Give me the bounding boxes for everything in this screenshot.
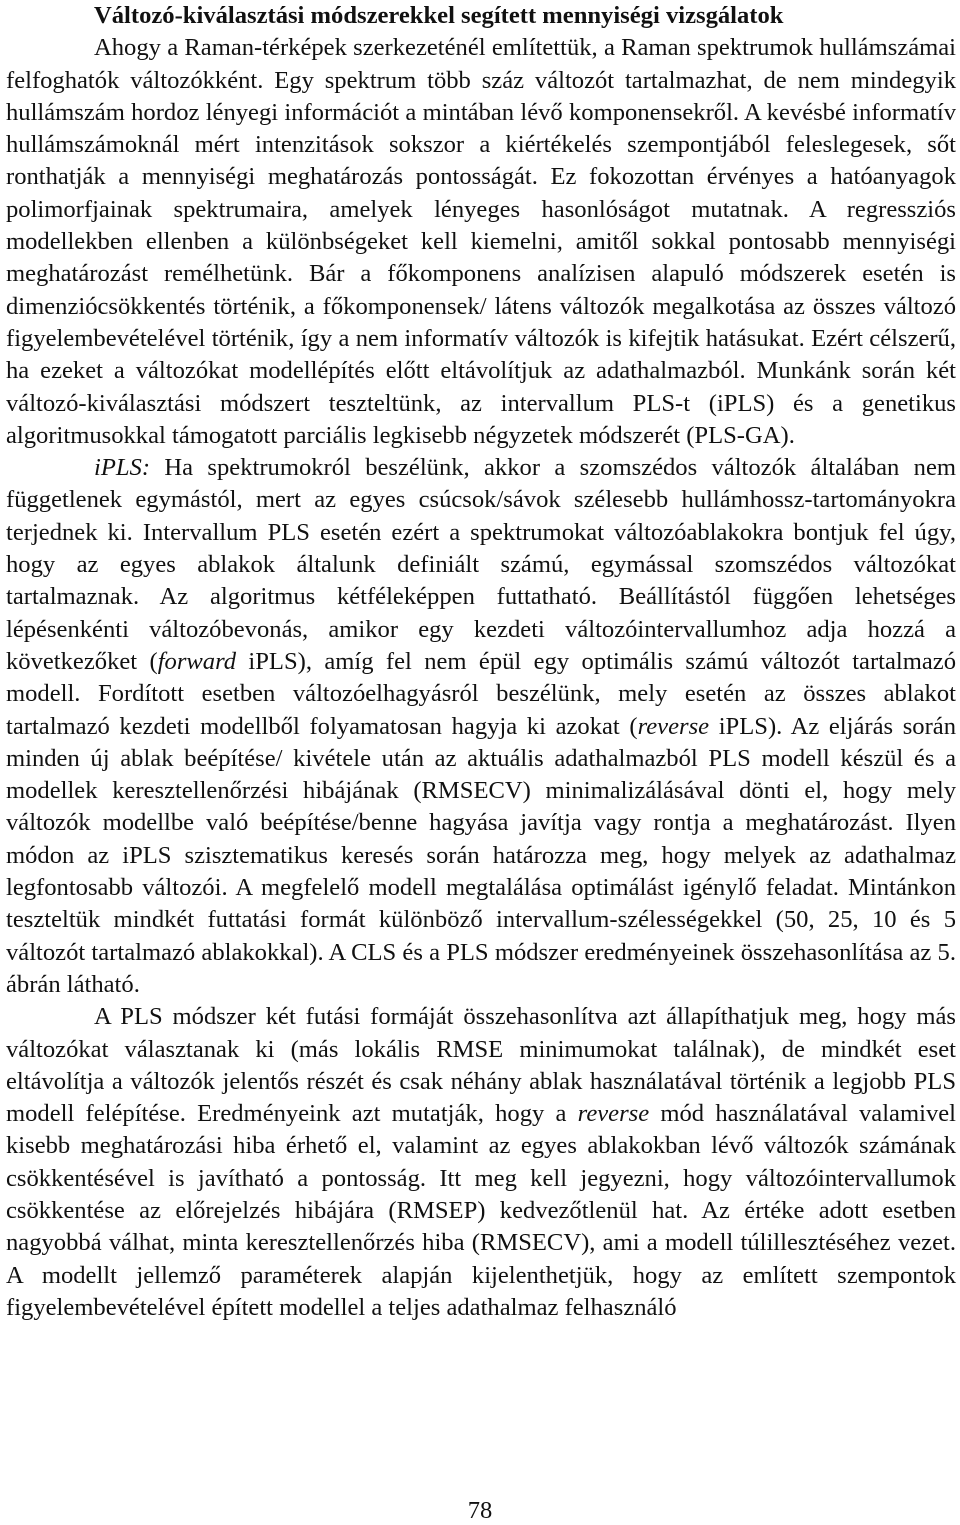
- italic-text-run: reverse: [577, 1100, 650, 1128]
- paragraph: [6, 32, 956, 452]
- paragraph: [6, 452, 956, 1001]
- italic-text-run: iPLS:: [94, 454, 151, 482]
- text-run: iPLS). Az eljárás során minden új ablak beépítése/ kivétele után az aktuális adathalmazból PLS modell készül és a modellek keresztellenőrzési hibájának (RMSECV) minimalizálásával dönti el, hogy mely változók modellbe való beépítése/benne hagyása javítja vagy rontja a meghatározást. Ilyen módon az iPLS szisztematikus keresés során határozza meg, hogy melyek az adathalmaz legfontosabb változói. A megfelelő modell megtalálása optimálást igénylő feladat. Mintánkon teszteltük mindkét futtatási formát különböző intervallum-szélességekkel (50, 25, 10 és 5 változót tartalmazó ablakokkal). A CLS és a PLS módszer eredményeinek összehasonlítása az 5. ábrán látható.: [6, 712, 956, 998]
- text-run: iPLS), amíg fel nem épül egy optimális számú változót tartalmazó modell. Fordított esetben változóelhagyásról beszélünk, mely esetén az összes ablakot tartalmazó kezdeti modellből folyamatosan hagyja ki azokat (: [6, 647, 957, 740]
- section-title: Változó-kiválasztási módszerekkel segített mennyiségi vizsgálatok: [94, 2, 784, 29]
- text-run: Ahogy a Raman-térképek szerkezeténél említettük, a Raman spektrumok hullámszámai felfoghatók változókként. Egy spektrum több száz változót tartalmazhat, de nem mindegyik hullámszám hordoz lényegi információt a mintában lévő komponensekről. A kevésbé informatív hullámszámoknál mért intenzitások sokszor a kiértékelés szempontjából feleslegesek, sőt ronthatják a mennyiségi meghatározás pontosságát. Ez fokozottan érvényes a hatóanyagok polimorfjainak spektrumaira, amelyek lényeges hasonlóságot mutatnak. A regressziós modellekben ellenben a különbségeket kell kiemelni, amitől sokkal pontosabb mennyiségi meghatározást remélhetünk. Bár a főkomponens analízisen alapuló módszerek esetén is dimenziócsökkentés történik, a főkomponensek/ látens változók megalkotása az összes változó figyelembevételével történik, így a nem informatív változók is kifejtik hatásukat. Ezért célszerű, ha ezeket a változókat modellépítés előtt eltávolítjuk az adathalmazból. Munkánk során két változó-kiválasztási módszert teszteltünk, az intervallum PLS-t (iPLS) és a genetikus algoritmusokkal támogatott parciális legkisebb négyzetek módszerét (PLS-GA).: [6, 34, 956, 449]
- body-text: [6, 32, 956, 1324]
- page-number: 78: [467, 1497, 493, 1524]
- italic-text-run: reverse: [637, 712, 710, 740]
- document-page: [6, 0, 956, 1324]
- italic-text-run: forward: [157, 647, 237, 675]
- text-run: A PLS módszer két futási formáját összehasonlítva azt állapíthatjuk meg, hogy más változókat választanak ki (más lokális RMSE minimumokat találnak), de mindkét eset eltávolítja a változók jelentős részét és csak néhány ablak használatával történik a legjobb PLS modell felépítése. Eredményeink azt mutatják, hogy a: [6, 1003, 956, 1128]
- text-run: mód használatával valamivel kisebb meghatározási hiba érhető el, valamint az egyes ablakokban lévő változók számának csökkentésével is javítható a pontosság. Itt meg kell jegyezni, hogy változóintervallumok csökkentése az előrejelzés hibájára (RMSEP) kedvezőtlenül hat. Az értéke adott esetben nagyobbá válhat, minta keresztellenőrzés hiba (RMSECV), ami a modell túlillesztéséhez vezet. A modellt jellemző paraméterek alapján kijelenthetjük, hogy az említett szempontok figyelembevételével épített modellel a teljes adathalmaz felhasználó: [6, 1100, 956, 1321]
- text-run: Ha spektrumokról beszélünk, akkor a szomszédos változók általában nem függetlenek egymástól, mert az egyes csúcsok/sávok szélesebb hullámhossz-tartományokra terjednek ki. Intervallum PLS esetén ezért a spektrumokat változóablakokra bontjuk fel úgy, hogy az egyes ablakok általunk definiált számú, egymással szomszédos változókat tartalmaznak. Az algoritmus kétféleképpen futtatható. Beállítástól függően lehetséges lépésenkénti változóbevonás, amikor egy kezdeti változóintervallumhoz adja hozzá a következőket (: [6, 454, 956, 675]
- paragraph: [6, 1001, 956, 1324]
